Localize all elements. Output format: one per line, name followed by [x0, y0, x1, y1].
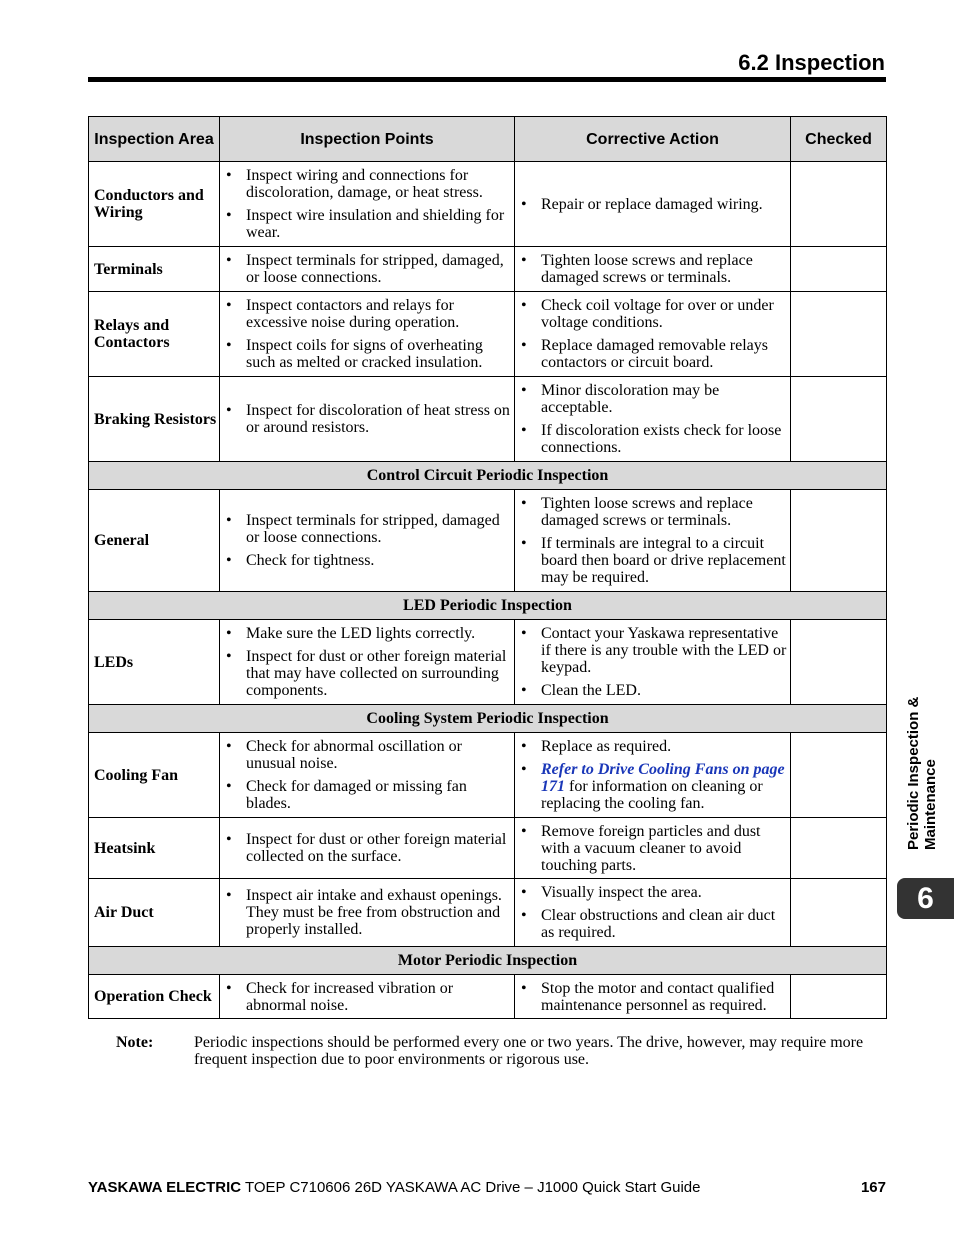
table-row — [89, 733, 887, 818]
corrective-action-item: • Contact your Yaskawa representative if there is any trouble with the LED or keypad. — [515, 625, 790, 676]
corrective-action-cell — [515, 377, 791, 462]
inspection-point-item: • Inspect terminals for stripped, damaged, or loose connections. — [220, 252, 514, 286]
inspection-point-item: • Inspect air intake and exhaust openings. They must be free from obstruction and properly installed. — [220, 887, 514, 938]
checked-cell[interactable] — [791, 490, 887, 592]
table-header-row — [89, 117, 887, 162]
inspection-point-cell — [220, 490, 515, 592]
checked-cell[interactable] — [791, 292, 887, 377]
section-heading: Cooling System Periodic Inspection — [89, 705, 887, 733]
inspection-area: LEDs — [89, 620, 220, 705]
corrective-action-item: • Stop the motor and contact qualified maintenance personnel as required. — [515, 980, 790, 1014]
corrective-action-item: • Clean the LED. — [515, 682, 790, 699]
corrective-action-item: • Visually inspect the area. — [515, 884, 790, 901]
section-row — [89, 705, 887, 733]
inspection-area: Cooling Fan — [89, 733, 220, 818]
cross-reference-text: for information on cleaning or replacing the cooling fan. — [541, 778, 763, 812]
inspection-table — [88, 116, 887, 1019]
inspection-point-cell — [220, 879, 515, 947]
checked-cell[interactable] — [791, 377, 887, 462]
inspection-point-cell — [220, 292, 515, 377]
note-label: Note: — [116, 1034, 154, 1051]
table-row — [89, 818, 887, 879]
table-row — [89, 162, 887, 247]
inspection-point-item: • Inspect for dust or other foreign material that may have collected on surrounding components. — [220, 648, 514, 699]
inspection-area: Air Duct — [89, 879, 220, 947]
corrective-action-cell — [515, 818, 791, 879]
table-row — [89, 879, 887, 947]
col-header-checked: Checked — [791, 117, 887, 162]
corrective-action-item: • Repair or replace damaged wiring. — [515, 196, 790, 213]
inspection-area: Terminals — [89, 247, 220, 292]
table-row — [89, 377, 887, 462]
footer — [88, 1179, 886, 1196]
note-text: Periodic inspections should be performed every one or two years. The drive, however, may require more frequent inspection due to poor environments or rigorous use. — [194, 1034, 864, 1068]
corrective-action-item: • If discoloration exists check for loose connections. — [515, 422, 790, 456]
inspection-area: Heatsink — [89, 818, 220, 879]
table-row — [89, 620, 887, 705]
inspection-point-item: • Check for abnormal oscillation or unusual noise. — [220, 738, 514, 772]
inspection-point-cell — [220, 818, 515, 879]
corrective-action-item: • Remove foreign particles and dust with a vacuum cleaner to avoid touching parts. — [515, 823, 790, 874]
side-tab-label: Periodic Inspection & Maintenance — [905, 696, 939, 850]
table-row — [89, 247, 887, 292]
corrective-action-item: • Replace as required. — [515, 738, 790, 755]
corrective-action-cell — [515, 490, 791, 592]
col-header-points: Inspection Points — [220, 117, 515, 162]
section-row — [89, 592, 887, 620]
corrective-action-item: • If terminals are integral to a circuit board then board or drive replacement may be required. — [515, 535, 790, 586]
chapter-tab: 6 — [897, 878, 954, 919]
cross-reference-item — [515, 761, 790, 812]
header-rule — [88, 77, 886, 82]
checked-cell[interactable] — [791, 879, 887, 947]
inspection-point-item: • Check for tightness. — [220, 552, 514, 569]
inspection-point-cell — [220, 247, 515, 292]
inspection-point-item: • Inspect contactors and relays for excessive noise during operation. — [220, 297, 514, 331]
corrective-action-cell — [515, 292, 791, 377]
checked-cell[interactable] — [791, 733, 887, 818]
inspection-point-item: • Check for increased vibration or abnormal noise. — [220, 980, 514, 1014]
checked-cell[interactable] — [791, 162, 887, 247]
corrective-action-item: • Tighten loose screws and replace damaged screws or terminals. — [515, 252, 790, 286]
corrective-action-cell — [515, 975, 791, 1019]
corrective-action-item: • Check coil voltage for over or under voltage conditions. — [515, 297, 790, 331]
table-body — [89, 162, 887, 1019]
inspection-area: Conductors and Wiring — [89, 162, 220, 247]
inspection-point-item: • Check for damaged or missing fan blades. — [220, 778, 514, 812]
checked-cell[interactable] — [791, 975, 887, 1019]
inspection-point-cell — [220, 377, 515, 462]
section-heading: Control Circuit Periodic Inspection — [89, 462, 887, 490]
corrective-action-item: • Replace damaged removable relays contactors or circuit board. — [515, 337, 790, 371]
col-header-action: Corrective Action — [515, 117, 791, 162]
inspection-point-cell — [220, 620, 515, 705]
col-header-area: Inspection Area — [89, 117, 220, 162]
page-number: 167 — [860, 1179, 886, 1196]
corrective-action-item: • Tighten loose screws and replace damaged screws or terminals. — [515, 495, 790, 529]
checked-cell[interactable] — [791, 620, 887, 705]
section-heading: LED Periodic Inspection — [89, 592, 887, 620]
inspection-point-item: • Inspect wiring and connections for discoloration, damage, or heat stress. — [220, 167, 514, 201]
inspection-point-item: • Inspect for dust or other foreign material collected on the surface. — [220, 831, 514, 865]
corrective-action-cell — [515, 879, 791, 947]
cross-reference-link[interactable]: Refer to Drive Cooling Fans on page 171 — [541, 761, 785, 795]
inspection-area: Relays and Contactors — [89, 292, 220, 377]
inspection-point-cell — [220, 162, 515, 247]
inspection-point-item: • Inspect terminals for stripped, damaged or loose connections. — [220, 512, 514, 546]
table-row — [89, 975, 887, 1019]
corrective-action-cell — [515, 733, 791, 818]
inspection-point-cell — [220, 733, 515, 818]
section-row — [89, 947, 887, 975]
inspection-point-item: • Make sure the LED lights correctly. — [220, 625, 514, 642]
inspection-area: Operation Check — [89, 975, 220, 1019]
table-row — [89, 490, 887, 592]
inspection-area: General — [89, 490, 220, 592]
section-heading: Motor Periodic Inspection — [89, 947, 887, 975]
corrective-action-item: • Minor discoloration may be acceptable. — [515, 382, 790, 416]
inspection-area: Braking Resistors — [89, 377, 220, 462]
corrective-action-cell — [515, 620, 791, 705]
inspection-point-item: • Inspect wire insulation and shielding for wear. — [220, 207, 514, 241]
footer-doc-title: TOEP C710606 26D YASKAWA AC Drive – J1000 Quick Start Guide — [241, 1179, 701, 1196]
checked-cell[interactable] — [791, 818, 887, 879]
corrective-action-cell — [515, 247, 791, 292]
inspection-point-item: • Inspect coils for signs of overheating such as melted or cracked insulation. — [220, 337, 514, 371]
corrective-action-item: • Clear obstructions and clean air duct as required. — [515, 907, 790, 941]
footer-brand: YASKAWA ELECTRIC — [88, 1179, 242, 1196]
table-row — [89, 292, 887, 377]
section-row — [89, 462, 887, 490]
checked-cell[interactable] — [791, 247, 887, 292]
inspection-point-item: • Inspect for discoloration of heat stress on or around resistors. — [220, 402, 514, 436]
inspection-point-cell — [220, 975, 515, 1019]
section-title: 6.2 Inspection — [738, 50, 885, 75]
corrective-action-cell — [515, 162, 791, 247]
